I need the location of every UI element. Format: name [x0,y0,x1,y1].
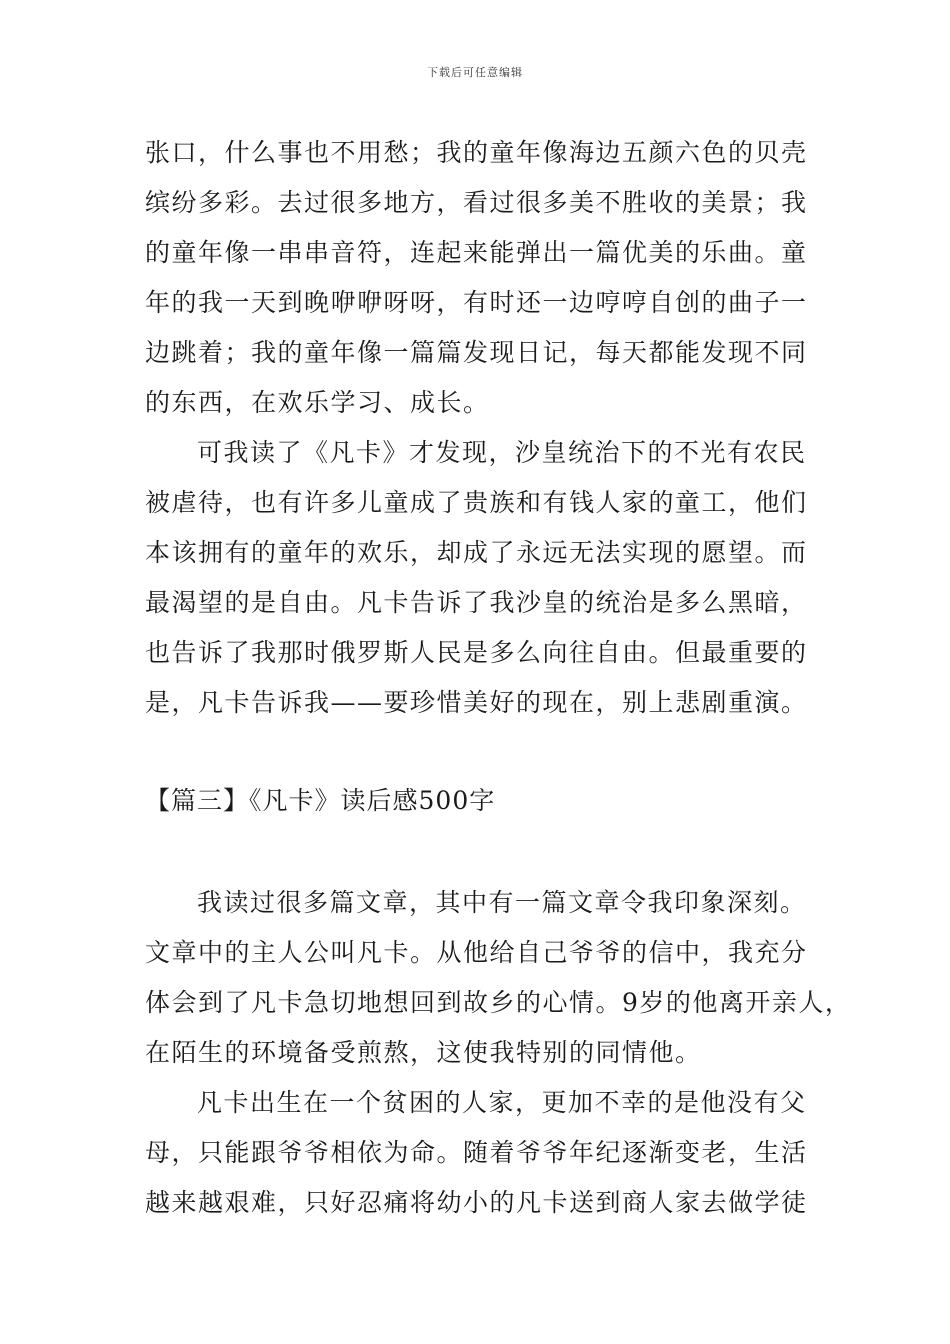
paragraph-childhood [145,128,815,428]
paragraph-line: 张口，什么事也不用愁；我的童年像海边五颜六色的贝壳 [145,138,808,167]
paragraph-line: 边跳着；我的童年像一篇篇发现日记，每天都能发现不同 [145,338,808,367]
paragraph-line: 我读过很多篇文章，其中有一篇文章令我印象深刻。 [197,888,807,917]
paragraph-line: 也告诉了我那时俄罗斯人民是多么向往自由。但最重要的 [145,638,808,667]
paragraph-background [145,1078,815,1228]
paragraph-line: 最渴望的是自由。凡卡告诉了我沙皇的统治是多么黑暗， [145,588,808,617]
paragraph-line: 缤纷多彩。去过很多地方，看过很多美不胜收的美景；我 [145,188,808,217]
spacer [145,826,815,878]
paragraph-line: 可我读了《凡卡》才发现，沙皇统治下的不光有农民 [197,438,807,467]
paragraph-line: 体会到了凡卡急切地想回到故乡的心情。9岁的他离开亲人， [145,988,852,1017]
spacer [145,728,815,776]
section-heading: 【篇三】《凡卡》读后感500字 [145,786,496,815]
paragraph-line: 在陌生的环境备受煎熬，这使我特别的同情他。 [145,1038,702,1067]
paragraph-line: 年的我一天到晚咿咿呀呀，有时还一边哼哼自创的曲子一 [145,288,808,317]
page-header: 下载后可任意编辑 [427,66,523,79]
paragraph-line: 的童年像一串串音符，连起来能弹出一篇优美的乐曲。童 [145,238,808,267]
paragraph-line: 文章中的主人公叫凡卡。从他给自己爷爷的信中，我充分 [145,938,808,967]
paragraph-reflection [145,428,815,728]
paragraph-line: 越来越艰难，只好忍痛将幼小的凡卡送到商人家去做学徒 [145,1188,808,1217]
paragraph-line: 是，凡卡告诉我——要珍惜美好的现在，别上悲剧重演。 [145,688,808,717]
paragraph-line: 被虐待，也有许多儿童成了贵族和有钱人家的童工，他们 [145,488,808,517]
paragraph-impression [145,878,852,1078]
paragraph-line: 母，只能跟爷爷相依为命。随着爷爷年纪逐渐变老，生活 [145,1138,808,1167]
paragraph-line: 本该拥有的童年的欢乐，却成了永远无法实现的愿望。而 [145,538,808,567]
paragraph-line: 的东西，在欢乐学习、成长。 [145,388,490,417]
document-body [145,128,852,1228]
paragraph-line: 凡卡出生在一个贫困的人家，更加不幸的是他没有父 [197,1088,807,1117]
